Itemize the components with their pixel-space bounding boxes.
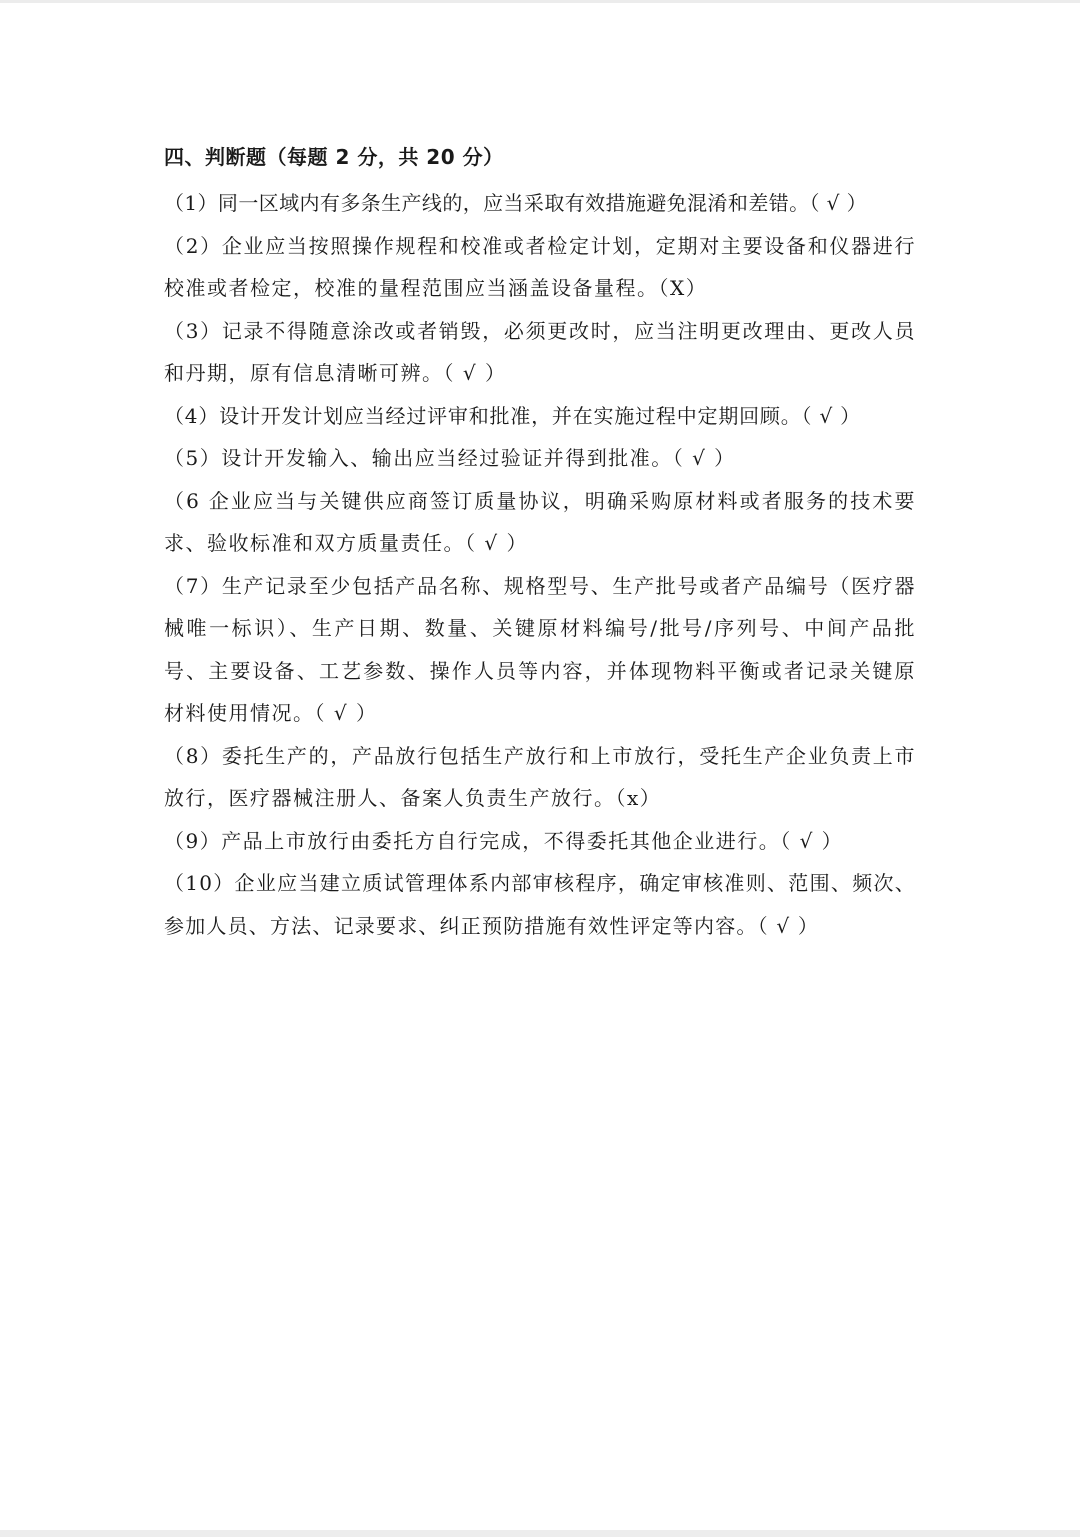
- question-item-2: （2）企业应当按照操作规程和校准或者检定计划，定期对主要设备和仪器进行校准或者检定，校准的量程范围应当涵盖设备量程。（X）: [164, 233, 916, 300]
- question-item-9: （9）产品上市放行由委托方自行完成，不得委托其他企业进行。（ √ ）: [164, 828, 844, 853]
- top-page-edge: [0, 0, 1080, 3]
- question-item-5: （5）设计开发输入、输出应当经过验证并得到批准。（ √ ）: [164, 446, 736, 470]
- question-item-4: （4）设计开发计划应当经过评审和批准，并在实施过程中定期回顾。（ √ ）: [164, 403, 861, 428]
- question-item-8: （8）委托生产的，产品放行包括生产放行和上市放行，受托生产企业负责上市放行，医疗器械注册人、备案人负责生产放行。（x）: [164, 743, 916, 810]
- bottom-page-edge: [0, 1530, 1080, 1537]
- question-item-10: （10）企业应当建立质试管理体系内部审核程序，确定审核准则、范围、频次、参加人员、方法、记录要求、纠正预防措施有效性评定等内容。（ √ ）: [164, 871, 916, 938]
- document-page: [164, 140, 916, 947]
- question-item-6: （6 企业应当与关键供应商签订质量协议，明确采购原材料或者服务的技术要求、验收标准和双方质量责任。（ √ ）: [164, 488, 916, 555]
- question-list: [164, 182, 916, 947]
- question-item-3: （3）记录不得随意涂改或者销毁，必须更改时，应当注明更改理由、更改人员和丹期，原有信息清晰可辨。（ √ ）: [164, 318, 916, 385]
- question-item-7: （7）生产记录至少包括产品名称、规格型号、生产批号或者产品编号（医疗器械唯一标识）、生产日期、数量、关键原材料编号/批号/序列号、中间产品批号、主要设备、工艺参数、操作人员等内容，并体现物料平衡或者记录关键原材料使用情况。（ √ ）: [164, 573, 916, 725]
- question-item-1: （1）同一区域内有多条生产线的，应当采取有效措施避免混淆和差错。（ √ ）: [164, 191, 867, 215]
- section-heading: 四、判断题（每题 2 分，共 20 分）: [164, 145, 504, 169]
